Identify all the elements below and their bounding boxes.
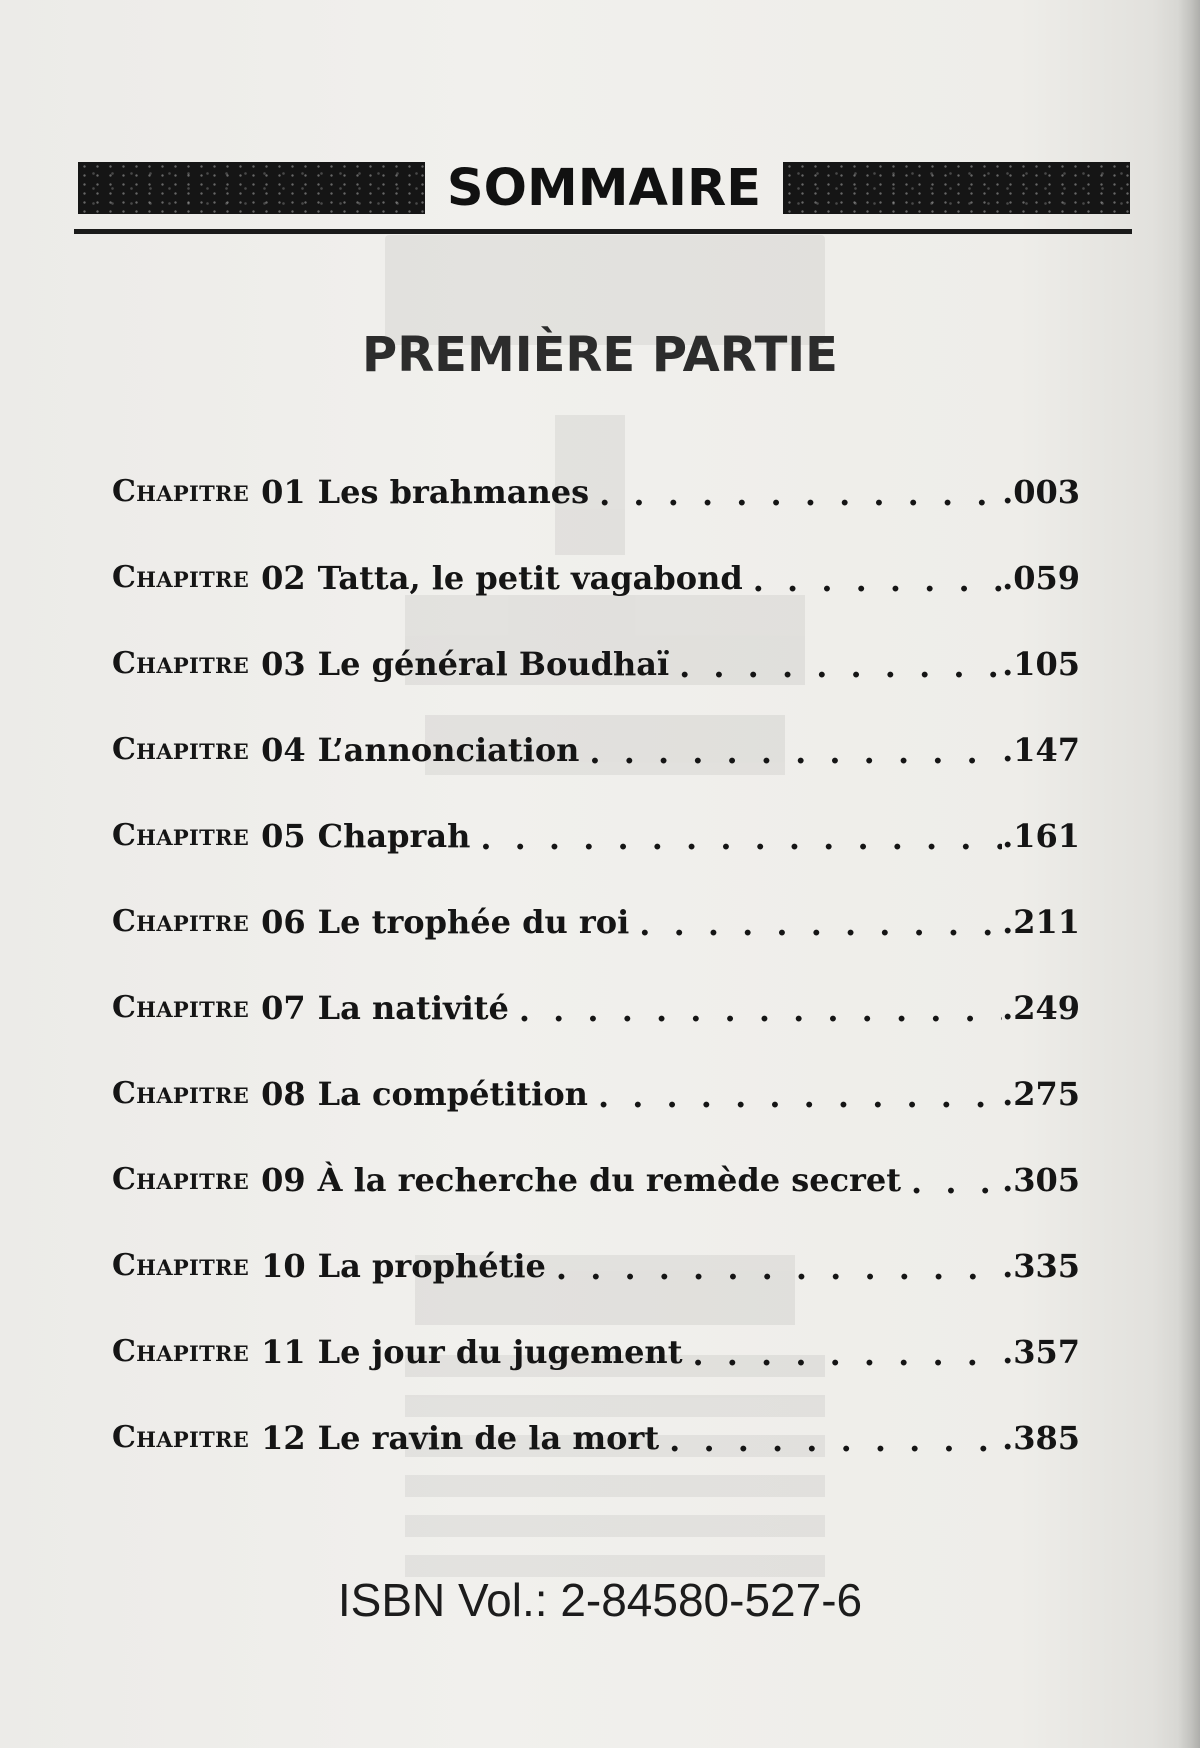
- chapter-number: 03: [261, 645, 306, 683]
- chapter-title: À la recherche du remède secret: [317, 1161, 902, 1199]
- chapter-page: .385: [1002, 1419, 1080, 1457]
- dot-leader: [598, 1072, 1002, 1118]
- toc-row: [112, 642, 1080, 728]
- chapter-title: Tatta, le petit vagabond: [317, 559, 743, 597]
- chapter-title: Le général Boudhaï: [317, 645, 670, 683]
- part-title: PREMIÈRE PARTIE: [362, 327, 838, 383]
- toc-row: [112, 470, 1080, 556]
- dot-leader: [753, 556, 1002, 602]
- dot-leader: [639, 900, 1002, 946]
- chapter-label: Chapitre: [112, 904, 250, 939]
- chapter-number: 04: [261, 731, 306, 769]
- dot-leader: [480, 814, 1002, 860]
- chapter-page: .059: [1002, 559, 1080, 597]
- chapter-page: .003: [1002, 473, 1080, 511]
- toc-row: [112, 1416, 1080, 1502]
- chapter-number: 09: [261, 1161, 306, 1199]
- chapter-label: Chapitre: [112, 818, 250, 853]
- toc-row: [112, 728, 1080, 814]
- chapter-page: .105: [1002, 645, 1080, 683]
- chapter-number: 08: [261, 1075, 306, 1113]
- chapter-number: 05: [261, 817, 306, 855]
- chapter-number: 06: [261, 903, 306, 941]
- chapter-title: La compétition: [317, 1075, 588, 1113]
- chapter-label: Chapitre: [112, 732, 250, 767]
- chapter-title: Le trophée du roi: [317, 903, 630, 941]
- header-bar-left: [78, 162, 425, 214]
- chapter-number: 07: [261, 989, 306, 1027]
- chapter-title: Les brahmanes: [317, 473, 590, 511]
- chapter-label: Chapitre: [112, 1420, 250, 1455]
- chapter-label: Chapitre: [112, 1162, 250, 1197]
- table-of-contents: [112, 470, 1080, 1502]
- toc-row: [112, 814, 1080, 900]
- spine-shadow: [1178, 0, 1200, 1748]
- chapter-number: 11: [261, 1333, 306, 1371]
- dot-leader: [679, 642, 1002, 688]
- chapter-label: Chapitre: [112, 560, 250, 595]
- toc-row: [112, 556, 1080, 642]
- chapter-page: .357: [1002, 1333, 1080, 1371]
- chapter-label: Chapitre: [112, 1076, 250, 1111]
- chapter-label: Chapitre: [112, 646, 250, 681]
- chapter-number: 10: [261, 1247, 306, 1285]
- dot-leader: [669, 1416, 1002, 1462]
- chapter-page: .335: [1002, 1247, 1080, 1285]
- chapter-page: .211: [1002, 903, 1080, 941]
- chapter-page: .161: [1002, 817, 1080, 855]
- chapter-number: 02: [261, 559, 306, 597]
- chapter-page: .275: [1002, 1075, 1080, 1113]
- chapter-title: Le ravin de la mort: [317, 1419, 660, 1457]
- toc-row: [112, 1244, 1080, 1330]
- header-rule: [74, 229, 1132, 234]
- chapter-title: La prophétie: [317, 1247, 546, 1285]
- toc-row: [112, 1330, 1080, 1416]
- dot-leader: [911, 1158, 1002, 1204]
- chapter-label: Chapitre: [112, 1334, 250, 1369]
- dot-leader: [692, 1330, 1002, 1376]
- toc-row: [112, 900, 1080, 986]
- chapter-label: Chapitre: [112, 1248, 250, 1283]
- isbn-line: ISBN Vol.: 2-84580-527-6: [337, 1574, 863, 1626]
- chapter-page: .305: [1002, 1161, 1080, 1199]
- chapter-label: Chapitre: [112, 474, 250, 509]
- toc-row: [112, 1158, 1080, 1244]
- chapter-label: Chapitre: [112, 990, 250, 1025]
- chapter-number: 01: [261, 473, 306, 511]
- chapter-title: Le jour du jugement: [317, 1333, 683, 1371]
- chapter-title: L’annonciation: [317, 731, 580, 769]
- chapter-page: .249: [1002, 989, 1080, 1027]
- chapter-page: .147: [1002, 731, 1080, 769]
- chapter-title: La nativité: [317, 989, 509, 1027]
- dot-leader: [589, 728, 1002, 774]
- header-bar-right: [783, 162, 1130, 214]
- dot-leader: [556, 1244, 1002, 1290]
- dot-leader: [519, 986, 1002, 1032]
- toc-row: [112, 1072, 1080, 1158]
- header-band: [78, 158, 1130, 218]
- chapter-title: Chaprah: [317, 817, 471, 855]
- chapter-number: 12: [261, 1419, 306, 1457]
- page-title: SOMMAIRE: [446, 159, 762, 218]
- toc-row: [112, 986, 1080, 1072]
- dot-leader: [599, 470, 1002, 516]
